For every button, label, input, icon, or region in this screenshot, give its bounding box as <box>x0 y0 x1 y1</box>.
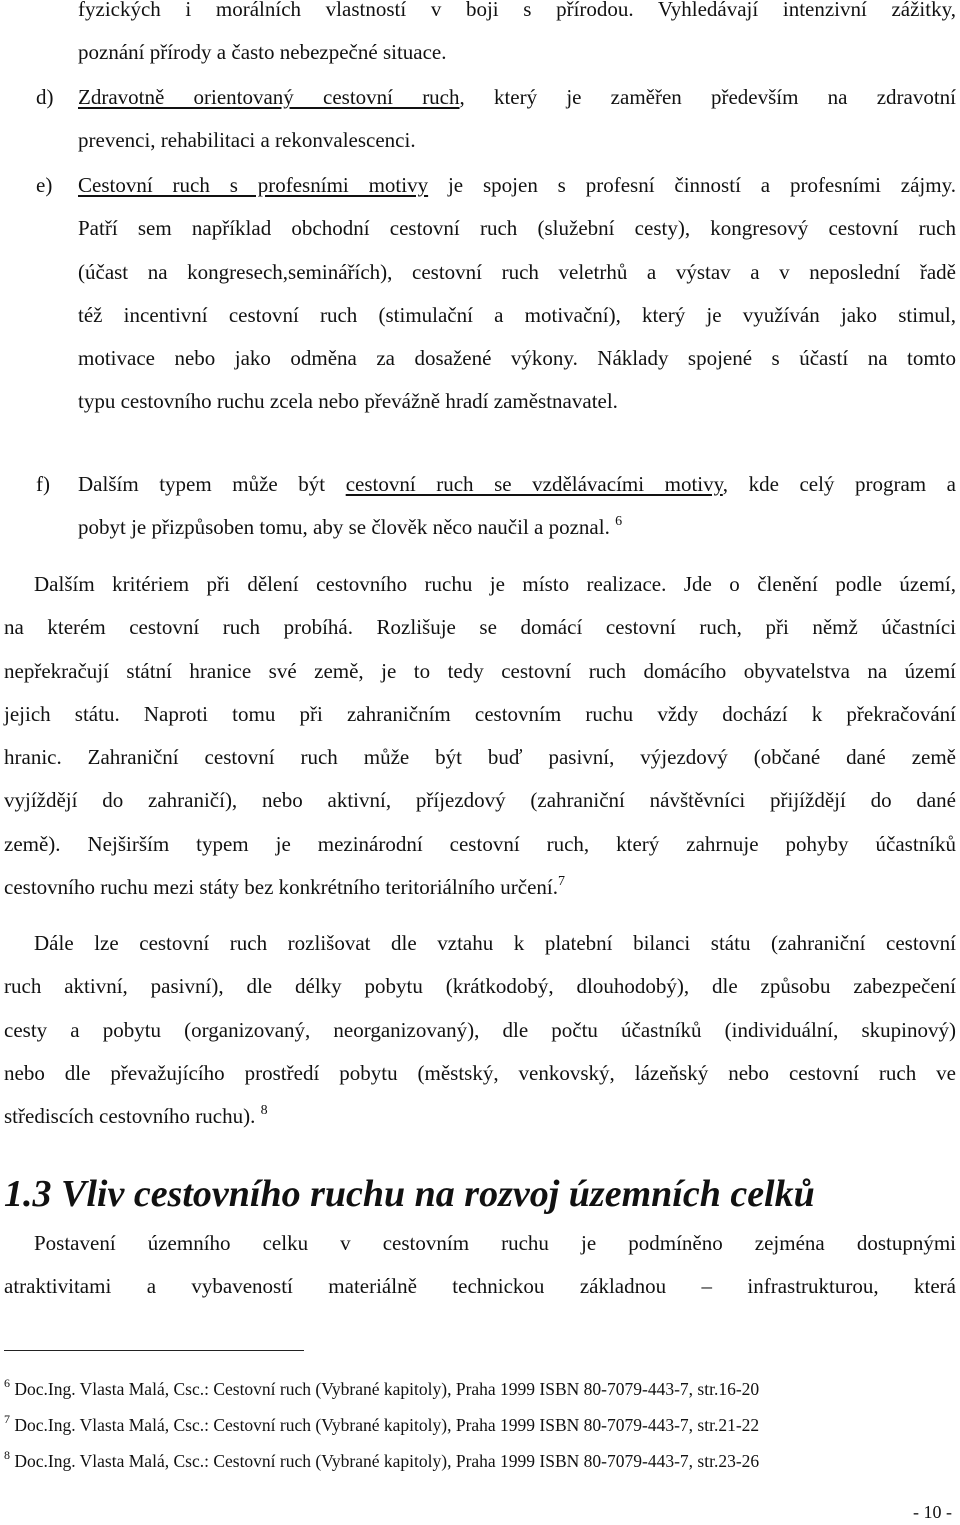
text-span: pobyt je přizpůsoben tomu, aby se člověk něco naučil a poznal. <box>78 515 610 540</box>
text-span: cestovního ruchu mezi státy bez konkrétního teritoriálního určení. <box>4 875 558 900</box>
text-line: ruch aktivní, pasivní), dle délky pobytu (krátkodobý, dlouhodobý), dle způsobu zabezpečení <box>4 974 956 999</box>
footnote-text: Doc.Ing. Vlasta Malá, Csc.: Cestovní ruch (Vybrané kapitoly), Praha 1999 ISBN 80-7079-443-7, str.23-26 <box>14 1451 760 1471</box>
text-line: Postavení územního celku v cestovním ruchu je podmíněno zejména dostupnými <box>34 1231 956 1255</box>
term-vzdelavaci: cestovní ruch se vzdělávacími motivy <box>345 472 723 496</box>
text-line <box>78 164 956 207</box>
footnote-7 <box>4 1410 759 1440</box>
footnote-ref: 8 <box>260 1103 268 1119</box>
item-marker: f) <box>36 472 50 496</box>
footnote-number: 8 <box>4 1448 10 1462</box>
text-line: poznání přírody a často nebezpečné situace. <box>78 40 447 65</box>
footnote-text: Doc.Ing. Vlasta Malá, Csc.: Cestovní ruch (Vybrané kapitoly), Praha 1999 ISBN 80-7079-443-7, str.21-22 <box>14 1415 760 1435</box>
list-item-d <box>78 76 956 163</box>
text-span: střediscích cestovního ruchu). <box>4 1104 256 1129</box>
item-marker: e) <box>36 173 53 197</box>
footnote-text: Doc.Ing. Vlasta Malá, Csc.: Cestovní ruch (Vybrané kapitoly), Praha 1999 ISBN 80-7079-443-7, str.16-20 <box>14 1379 760 1399</box>
text-line: (účast na kongresech,seminářích), cestovní ruch veletrhů a výstav a v neposlední řadě <box>78 259 956 284</box>
text-line: vyjíždějí do zahraničí), nebo aktivní, příjezdový (zahraniční návštěvníci přijíždějí do dané <box>4 788 956 813</box>
item-marker: d) <box>36 85 54 109</box>
text-line: země). Nejširším typem je mezinárodní cestovní ruch, který zahrnuje pohyby účastníků <box>4 831 956 856</box>
text-line: nebo dle převažujícího prostředí pobytu (městský, venkovský, lázeňský nebo cestovní ruch ve <box>4 1060 956 1085</box>
text-line: typu cestovního ruchu zcela nebo převážně hradí zaměstnavatel. <box>78 389 618 414</box>
text-line <box>78 506 956 549</box>
text-line: nepřekračují státní hranice své země, je to tedy cestovní ruch domácího obyvatelstva na území <box>4 658 956 683</box>
text-line: jejich státu. Naproti tomu při zahraničním cestovním ruchu vždy dochází k překračování <box>4 701 956 726</box>
footnote-number: 6 <box>4 1376 10 1390</box>
text-line: Dalším kritériem při dělení cestovního ruchu je místo realizace. Jde o členění podle území, <box>34 572 956 596</box>
page-number: - 10 - <box>913 1502 952 1522</box>
list-item-e <box>78 164 956 424</box>
section-heading: 1.3 Vliv cestovního ruchu na rozvoj územních celků <box>4 1173 815 1215</box>
text-span: , který je zaměřen především na zdravotní <box>459 85 956 109</box>
item-c-continuation <box>78 0 956 75</box>
footnote-6 <box>4 1374 759 1404</box>
text-line: na kterém cestovní ruch probíhá. Rozlišuje se domácí cestovní ruch, při němž účastníci <box>4 615 956 640</box>
footnote-separator <box>4 1350 304 1351</box>
footnote-ref: 6 <box>615 514 623 530</box>
text-line <box>78 76 956 119</box>
footnote-number: 7 <box>4 1412 10 1426</box>
text-line: atraktivitami a vybaveností materiálně technickou základnou – infrastrukturou, která <box>4 1274 956 1299</box>
text-span: Dalším typem může být <box>78 472 346 496</box>
text-line: fyzických i morálních vlastností v boji s přírodou. Vyhledávají intenzivní zážitky, <box>78 0 956 21</box>
text-line <box>4 866 956 909</box>
footnote-ref: 7 <box>558 874 565 890</box>
footnote-8 <box>4 1446 759 1476</box>
text-line: též incentivní cestovní ruch (stimulační a motivační), který je využíván jako stimul, <box>78 302 956 327</box>
text-line: hranic. Zahraniční cestovní ruch může být buď pasivní, výjezdový (občané dané země <box>4 745 956 770</box>
text-span: je spojen s profesní činností a profesními zájmy. <box>428 173 956 197</box>
term-profesni: Cestovní ruch s profesními motivy <box>78 173 429 197</box>
paragraph-misto-realizace <box>4 563 956 909</box>
list-item-f <box>78 463 956 550</box>
text-line: motivace nebo jako odměna za dosažené výkony. Náklady spojené s účastí na tomto <box>78 346 956 371</box>
paragraph-dalsi-kriteria <box>4 922 956 1138</box>
text-line <box>4 1095 956 1138</box>
text-line: cesty a pobytu (organizovaný, neorganizovaný), dle počtu účastníků (individuální, skupinový) <box>4 1017 956 1042</box>
text-line <box>78 463 956 506</box>
text-line: prevenci, rehabilitaci a rekonvalescenci. <box>78 128 416 153</box>
paragraph-postaveni <box>4 1222 956 1309</box>
term-zdravotne: Zdravotně orientovaný cestovní ruch <box>78 85 460 109</box>
text-line: Dále lze cestovní ruch rozlišovat dle vztahu k platební bilanci státu (zahraniční cestovní <box>34 931 956 955</box>
text-line: Patří sem například obchodní cestovní ruch (služební cesty), kongresový cestovní ruch <box>78 216 956 241</box>
text-span: , kde celý program a <box>722 472 957 496</box>
